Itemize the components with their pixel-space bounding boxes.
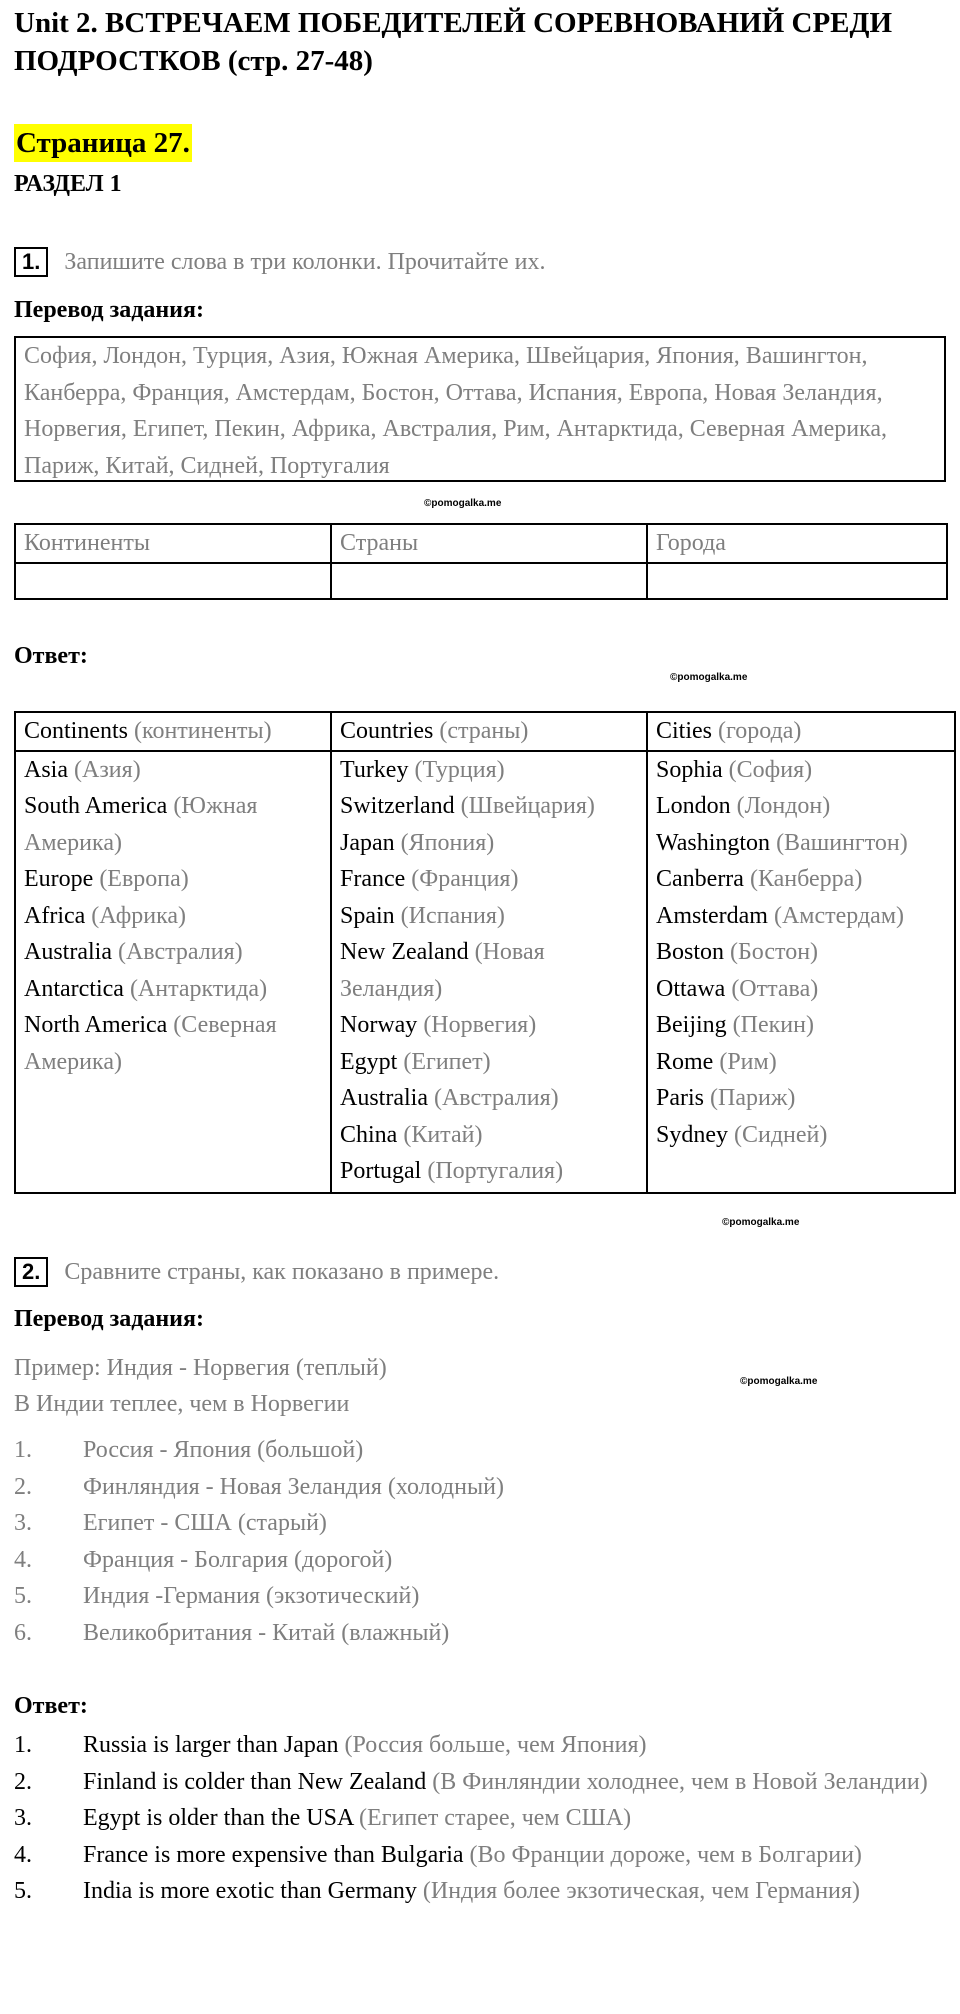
task1-number: 1. <box>14 247 48 277</box>
list-item: Amsterdam (Амстердам) <box>656 902 905 929</box>
continents-cell <box>15 751 331 1193</box>
table-header-cell: Continents (континенты) <box>15 712 331 751</box>
table-cell <box>331 563 647 599</box>
list-item: 3. Egypt is older than the USA (Египет старее, чем США) <box>14 1805 632 1831</box>
list-item: North America (Северная Америка) <box>24 1012 277 1075</box>
table-row <box>15 751 955 1193</box>
list-item: South America (Южная Америка) <box>24 793 258 856</box>
list-item: China (Китай) <box>340 1121 483 1148</box>
list-item: Portugal (Португалия) <box>340 1158 564 1184</box>
task2-answers-list <box>14 1727 954 1910</box>
table-row <box>15 712 955 751</box>
task2-number: 2. <box>14 1257 48 1287</box>
table-header-cell: Cities (города) <box>647 712 955 751</box>
task1-empty-table <box>14 523 948 600</box>
list-item: Norway (Норвегия) <box>340 1012 537 1038</box>
task2-example-line2: В Индии теплее, чем в Норвегии <box>14 1391 350 1417</box>
list-item: Beijing (Пекин) <box>656 1012 814 1038</box>
list-item: 1. Russia is larger than Japan (Россия больше, чем Япония) <box>14 1732 647 1758</box>
table-cell <box>15 563 331 599</box>
list-item: Australia (Австралия) <box>340 1085 559 1111</box>
watermark: ©pomogalka.me <box>740 1376 818 1387</box>
list-item: France (Франция) <box>340 866 519 892</box>
task2-instruction-row <box>14 1256 499 1288</box>
table-row <box>15 524 947 563</box>
task2-items-list <box>14 1432 954 1651</box>
list-item: 2. Финляндия - Новая Зеландия (холодный) <box>14 1473 504 1500</box>
table-cell: Страны <box>331 524 647 563</box>
list-item: Spain (Испания) <box>340 902 505 929</box>
task2-translation-label: Перевод задания: <box>14 1306 204 1332</box>
list-item: Rome (Рим) <box>656 1048 777 1075</box>
list-item: Australia (Австралия) <box>24 939 243 965</box>
list-item: Ottawa (Оттава) <box>656 975 819 1002</box>
task1-answer-label: Ответ: <box>14 643 88 669</box>
cities-cell <box>647 751 955 1193</box>
task1-translation-label: Перевод задания: <box>14 297 204 323</box>
list-item: Asia (Азия) <box>24 756 141 783</box>
list-item: Boston (Бостон) <box>656 939 819 965</box>
watermark: ©pomogalka.me <box>670 672 748 683</box>
page-number-heading: Страница 27. <box>14 124 192 162</box>
task2-instruction: Сравните страны, как показано в примере. <box>64 1259 500 1285</box>
task1-word-box: София, Лондон, Турция, Азия, Южная Америка, Швейцария, Япония, Вашингтон, Канберра, Франция, Амстердам, Бостон, Оттава, Испания, Европа, Новая Зеландия, Норвегия, Египет, Пекин, Африка, Австралия, Рим, Антарктида, Северная Америка, Париж, Китай, Сидней, Португалия <box>14 336 946 482</box>
watermark: ©pomogalka.me <box>424 498 502 509</box>
task1-instruction-row <box>14 246 545 278</box>
list-item: 6. Великобритания - Китай (влажный) <box>14 1619 450 1646</box>
table-cell: Континенты <box>15 524 331 563</box>
list-item: 4. Франция - Болгария (дорогой) <box>14 1546 393 1573</box>
task1-answer-table <box>14 711 956 1194</box>
table-cell: Города <box>647 524 947 563</box>
task1-instruction: Запишите слова в три колонки. Прочитайте их. <box>64 249 546 275</box>
list-item: Turkey (Турция) <box>340 756 505 783</box>
list-item: Washington (Вашингтон) <box>656 829 908 856</box>
list-item: Switzerland (Швейцария) <box>340 793 595 819</box>
watermark: ©pomogalka.me <box>722 1217 800 1228</box>
table-row <box>15 563 947 599</box>
list-item: Canberra (Канберра) <box>656 866 863 892</box>
list-item: Sophia (София) <box>656 756 813 783</box>
list-item: Japan (Япония) <box>340 829 495 856</box>
list-item: Europe (Европа) <box>24 866 189 892</box>
list-item: New Zealand (Новая Зеландия) <box>340 939 545 1002</box>
list-item: 2. Finland is colder than New Zealand (В Финляндии холоднее, чем в Новой Зеландии) <box>14 1768 928 1795</box>
unit-title: Unit 2. ВСТРЕЧАЕМ ПОБЕДИТЕЛЕЙ СОРЕВНОВАНИЙ СРЕДИ ПОДРОСТКОВ (стр. 27-48) <box>14 7 893 77</box>
list-item: Africa (Африка) <box>24 902 187 929</box>
list-item: Antarctica (Антарктида) <box>24 975 268 1002</box>
list-item: 3. Египет - США (старый) <box>14 1510 327 1536</box>
task2-answer-label: Ответ: <box>14 1693 88 1719</box>
list-item: Egypt (Египет) <box>340 1048 491 1075</box>
list-item: Paris (Париж) <box>656 1085 796 1111</box>
list-item: 5. Индия -Германия (экзотический) <box>14 1583 420 1609</box>
list-item: 5. India is more exotic than Germany (Индия более экзотическая, чем Германия) <box>14 1878 860 1904</box>
list-item: 1. Россия - Япония (большой) <box>14 1437 364 1463</box>
countries-cell <box>331 751 647 1193</box>
list-item: London (Лондон) <box>656 793 831 819</box>
section-heading: РАЗДЕЛ 1 <box>14 171 122 197</box>
list-item: 4. France is more expensive than Bulgaria (Во Франции дороже, чем в Болгарии) <box>14 1841 862 1868</box>
table-header-cell: Countries (страны) <box>331 712 647 751</box>
task2-example-line1: Пример: Индия - Норвегия (теплый) <box>14 1355 387 1381</box>
table-cell <box>647 563 947 599</box>
list-item: Sydney (Сидней) <box>656 1121 828 1148</box>
